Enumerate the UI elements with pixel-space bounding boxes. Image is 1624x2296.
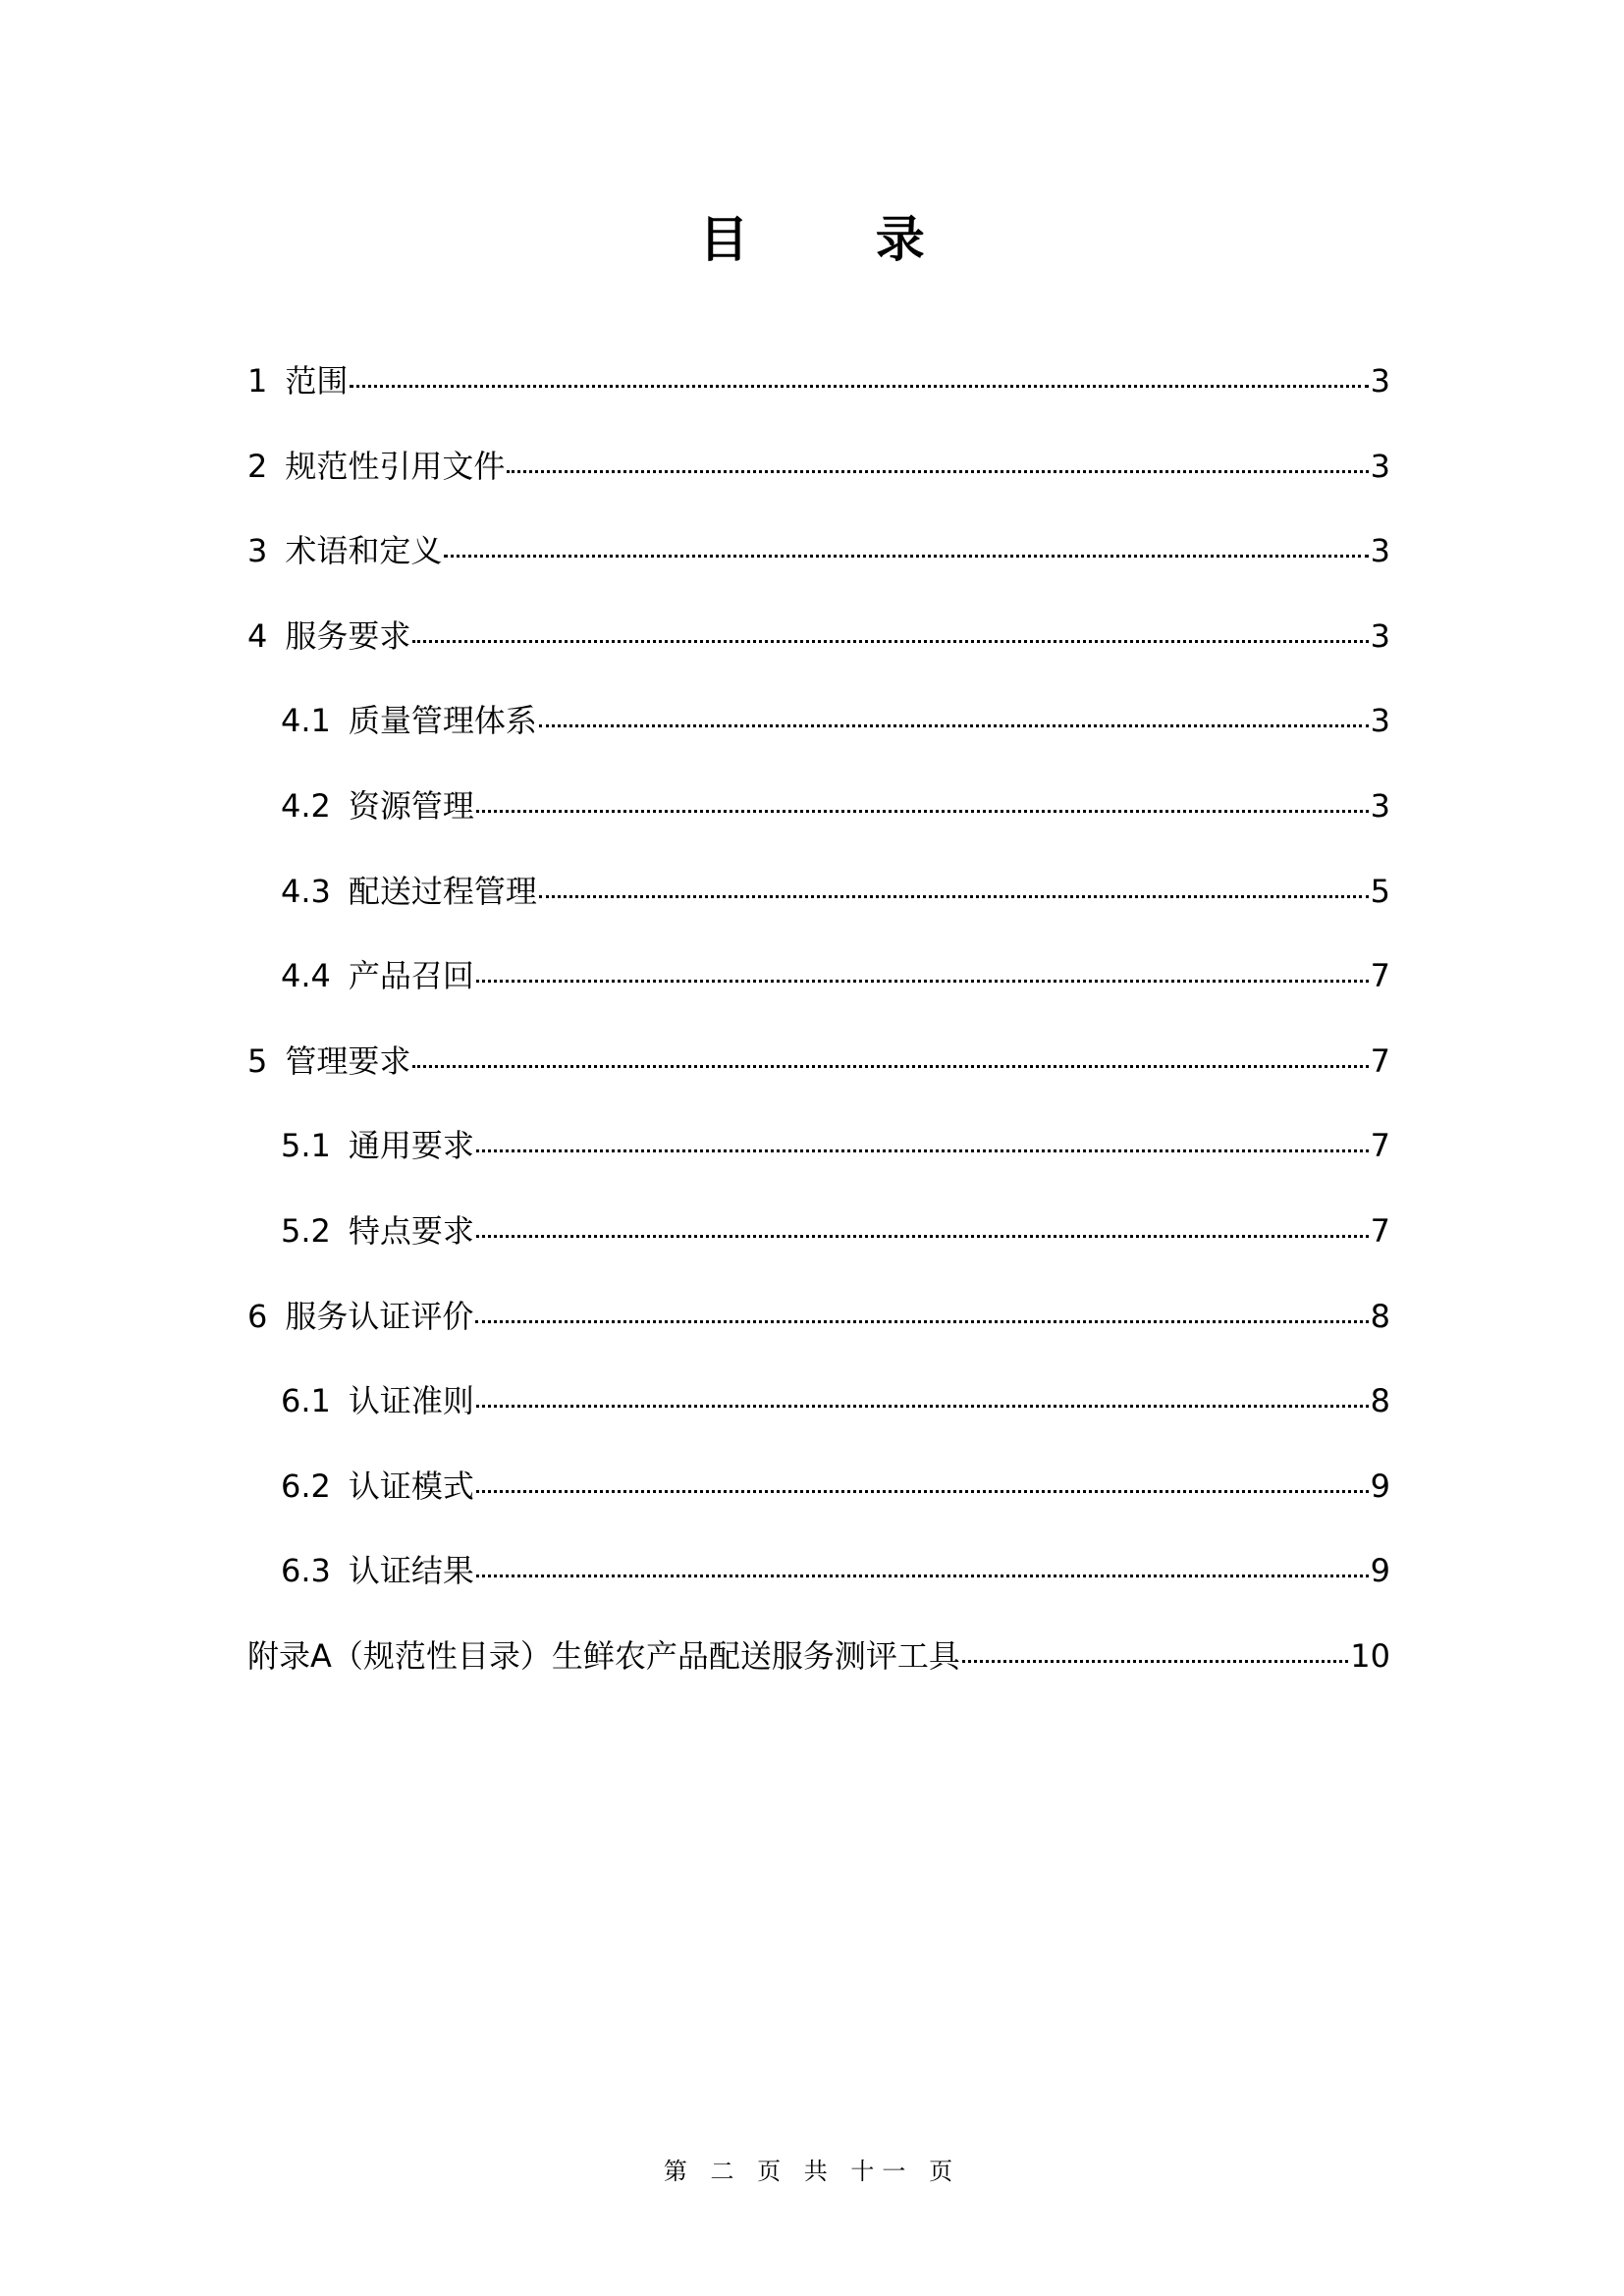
toc-dot-leader	[539, 894, 1369, 898]
toc-entry[interactable]	[247, 1118, 1390, 1203]
toc-dot-leader	[475, 1319, 1368, 1323]
toc-dot-leader	[476, 1404, 1369, 1408]
toc-entry[interactable]	[247, 1543, 1390, 1629]
toc-entry-title: 管理要求	[285, 1041, 411, 1080]
toc-entry[interactable]	[247, 523, 1390, 609]
toc-entry-page: 9	[1370, 1467, 1390, 1505]
toc-entry-number: 4.4	[281, 957, 331, 995]
toc-entry[interactable]	[247, 1203, 1390, 1289]
toc-entry-title: 服务要求	[285, 616, 411, 655]
toc-entry[interactable]	[247, 948, 1390, 1034]
toc-entry-title: 范围	[285, 362, 349, 400]
toc-dot-leader	[476, 809, 1369, 813]
toc-dot-leader	[476, 1234, 1369, 1238]
toc-dot-leader	[507, 469, 1368, 473]
toc-entry[interactable]	[247, 1373, 1390, 1459]
toc-dot-leader	[539, 723, 1369, 727]
toc-entry-page: 3	[1370, 702, 1390, 740]
toc-dot-leader	[476, 1574, 1369, 1577]
toc-entry-number: 6.2	[281, 1467, 331, 1505]
toc-entry[interactable]	[247, 1289, 1390, 1374]
toc-dot-leader	[962, 1659, 1348, 1663]
toc-entry-number: 5	[247, 1041, 268, 1080]
toc-entry[interactable]	[247, 1034, 1390, 1119]
toc-entry-title: 规范性引用文件	[285, 447, 506, 485]
toc-entry[interactable]	[247, 353, 1390, 439]
toc-entry-page: 10	[1350, 1636, 1390, 1675]
toc-entry-title: 认证结果	[348, 1552, 474, 1590]
toc-entry-number: 5.1	[281, 1127, 331, 1165]
toc-entry[interactable]	[247, 609, 1390, 694]
toc-entry-title: 配送过程管理	[348, 872, 537, 910]
toc-entry-title: 术语和定义	[285, 532, 443, 570]
toc-entry[interactable]	[247, 693, 1390, 778]
toc-entry-number: 4.1	[281, 702, 331, 740]
toc-entry-title: 质量管理体系	[348, 702, 537, 740]
page-footer: 第 二 页 共 十一 页	[663, 2158, 961, 2185]
toc-entry-page: 3	[1370, 616, 1390, 655]
toc-dot-leader	[476, 979, 1369, 983]
toc-entry-number: 2	[247, 447, 268, 485]
toc-entry-page: 8	[1370, 1297, 1390, 1335]
toc-entry-page: 5	[1370, 872, 1390, 910]
toc-entry-page: 8	[1370, 1382, 1390, 1420]
toc-entry-title: 认证准则	[348, 1382, 474, 1420]
toc-entry[interactable]	[247, 778, 1390, 864]
toc-entry-page: 3	[1370, 532, 1390, 570]
toc-entry-title: 附录A（规范性目录）生鲜农产品配送服务测评工具	[247, 1636, 960, 1675]
toc-entry-page: 7	[1370, 1127, 1390, 1165]
toc-entry-number: 5.2	[281, 1211, 331, 1250]
toc-entry-title: 服务认证评价	[285, 1297, 474, 1335]
toc-entry-page: 3	[1370, 786, 1390, 825]
toc-entry-number: 4.3	[281, 872, 331, 910]
page-title: 目 录	[699, 211, 980, 268]
toc-entry-page: 3	[1370, 447, 1390, 485]
toc-entry-title: 特点要求	[348, 1211, 474, 1250]
toc-dot-leader	[444, 554, 1368, 558]
toc-entry-number: 6.1	[281, 1382, 331, 1420]
toc-entry-page: 7	[1370, 957, 1390, 995]
toc-entry-number: 4.2	[281, 786, 331, 825]
toc-entry-title: 产品召回	[348, 957, 474, 995]
table-of-contents	[247, 353, 1390, 1714]
toc-entry-page: 7	[1370, 1211, 1390, 1250]
toc-entry-title: 通用要求	[348, 1127, 474, 1165]
toc-dot-leader	[412, 639, 1368, 643]
toc-entry[interactable]	[247, 1629, 1390, 1714]
toc-entry[interactable]	[247, 439, 1390, 524]
toc-entry-page: 7	[1370, 1041, 1390, 1080]
toc-entry-number: 6	[247, 1297, 268, 1335]
toc-entry-title: 认证模式	[348, 1467, 474, 1505]
toc-dot-leader	[350, 384, 1368, 388]
toc-entry-number: 4	[247, 616, 268, 655]
toc-entry[interactable]	[247, 1459, 1390, 1544]
toc-entry-number: 3	[247, 532, 268, 570]
toc-entry-page: 9	[1370, 1552, 1390, 1590]
toc-entry-number: 1	[247, 362, 268, 400]
toc-entry[interactable]	[247, 864, 1390, 949]
toc-dot-leader	[476, 1489, 1369, 1493]
toc-dot-leader	[476, 1148, 1369, 1152]
toc-entry-page: 3	[1370, 362, 1390, 400]
toc-entry-number: 6.3	[281, 1552, 331, 1590]
toc-entry-title: 资源管理	[348, 786, 474, 825]
toc-dot-leader	[412, 1064, 1368, 1068]
